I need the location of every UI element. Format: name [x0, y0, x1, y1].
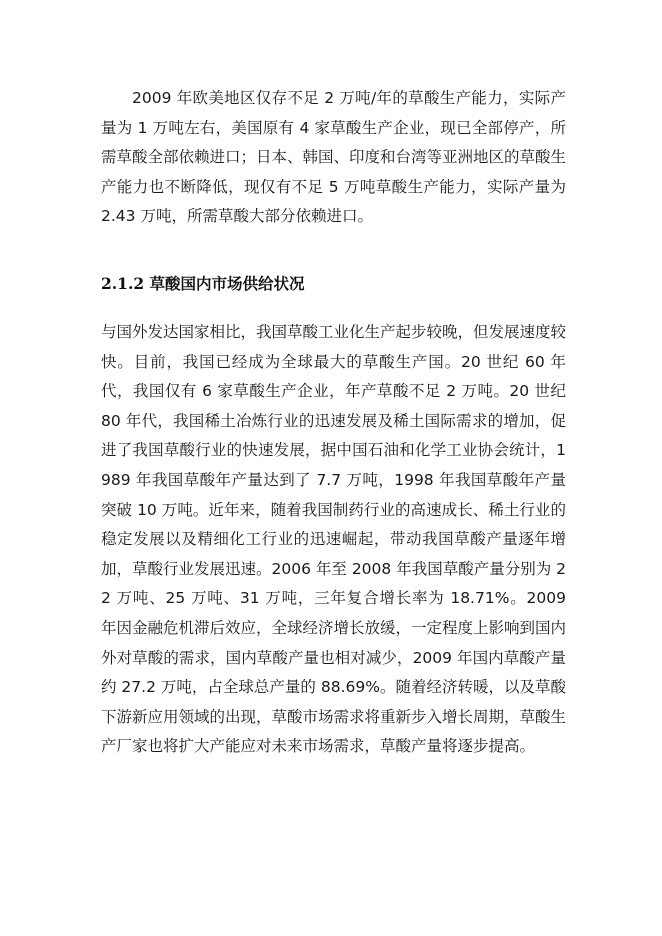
body-paragraph: 与国外发达国家相比，我国草酸工业化生产起步较晚，但发展速度较快。目前，我国已经成为全球最大的草酸生产国。20 世纪 60 年代，我国仅有 6 家草酸生产企业，年产草酸不足 2 万吨。20 世纪 80 年代，我国稀土冶炼行业的迅速发展及稀土国际需求的增加，促进了我国草酸行业的快速发展，据中国石油和化学工业协会统计，1989 年我国草酸年产量达到了 7.7 万吨，1998 年我国草酸年产量突破 10 万吨。近年来，随着我国制药行业的高速成长、稀土行业的稳定发展以及精细化工行业的迅速崛起，带动我国草酸产量逐年增加，草酸行业发展迅速。2006 年至 2008 年我国草酸产量分别为 22 万吨、25 万吨、31 万吨，三年复合增长率为 18.71%。2009 年因金融危机滞后效应，全球经济增长放缓，一定程度上影响到国内外对草酸的需求，国内草酸产量也相对减少，2009 年国内草酸产量约 27.2 万吨，占全球总产量的 88.69%。随着经济转暖，以及草酸下游新应用领域的出现，草酸市场需求将重新步入增长周期，草酸生产厂家也将扩大产能应对未来市场需求，草酸产量将逐步提高。: [101, 323, 567, 756]
section-heading: 2.1.2 草酸国内市场供给状况: [101, 274, 305, 293]
intro-paragraph: 2009 年欧美地区仅存不足 2 万吨/年的草酸生产能力，实际产量为 1 万吨左右，美国原有 4 家草酸生产企业，现已全部停产，所需草酸全部依赖进口；日本、韩国、印度和台湾等亚洲地区的草酸生产能力也不断降低，现仅有不足 5 万吨草酸生产能力，实际产量为 2.43 万吨，所需草酸大部分依赖进口。: [101, 89, 567, 226]
